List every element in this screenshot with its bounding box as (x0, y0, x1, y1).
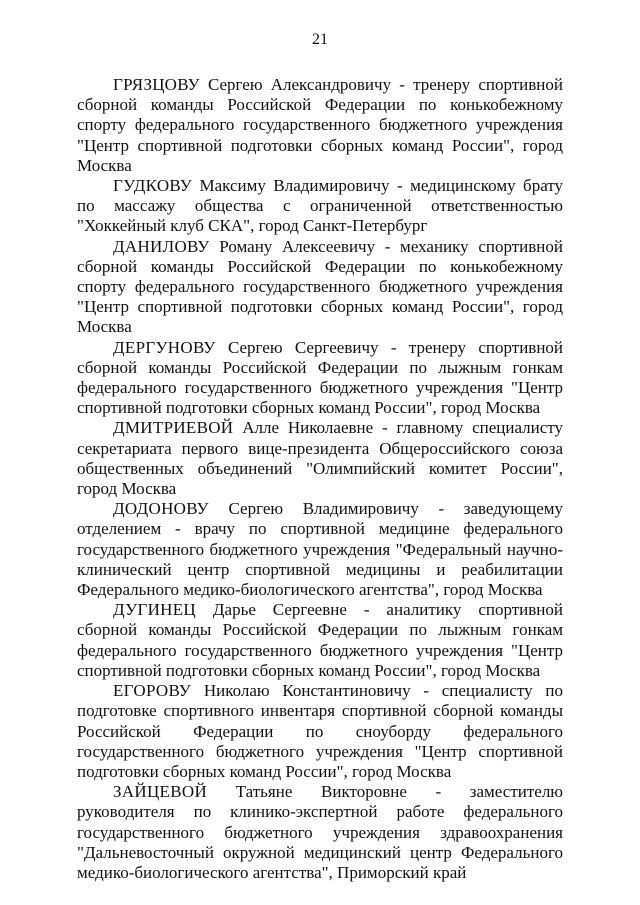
entry-surname: ГУДКОВУ (113, 176, 193, 196)
list-item (77, 782, 563, 883)
entry-text: Сергею Сергеевичу - тренеру спортивной сборной команды Российской Федерации по лыжным гонкам федерального государственного бюджетного учреждения "Центр спортивной подготовки сборных команд России", город Москва (77, 337, 564, 418)
entry-surname: ДЕРГУНОВУ (113, 337, 216, 357)
list-item (77, 681, 563, 782)
entry-surname: ГРЯЗЦОВУ (113, 75, 200, 94)
page-number: 21 (312, 31, 328, 48)
entry-surname: ДОДОНОВУ (113, 499, 209, 519)
entry-text: Сергею Александровичу - тренеру спортивной сборной команды Российской Федерации по конькобежному спорту федерального государственного бюджетного учреждения "Центр спортивной подготовки сборных команд России", город Москва (77, 75, 563, 175)
entry-text: Роману Алексеевичу - механику спортивной сборной команды Российской Федерации по конькобежному спорту федерального государственного бюджетного учреждения "Центр спортивной подготовки сборных команд России", город Москва (77, 236, 563, 337)
entry-text: Сергею Владимировичу - заведующему отделением - врачу по спортивной медицине федерального государственного бюджетного учреждения "Федеральный научно-клинический центр спортивной медицины и реабилитации Федерального медико-биологического агентства", город Москва (77, 499, 563, 600)
entry-surname: ДАНИЛОВУ (113, 236, 210, 256)
entry-surname: ДУГИНЕЦ (113, 600, 196, 620)
entry-text: Николаю Константиновичу - специалисту по подготовке спортивного инвентаря спортивной сборной команды Российской Федерации по сноуборду федерального государственного бюджетного учреждения "Центр спортивной подготовки сборных команд России", город Москва (77, 681, 563, 781)
list-item (77, 600, 563, 681)
entry-text: Максиму Владимировичу - медицинскому брату по массажу общества с ограниченной ответственностью "Хоккейный клуб СКА", город Санкт-Петербург (77, 176, 563, 236)
list-item (77, 418, 563, 499)
entry-text: Алле Николаевне - главному специалисту секретариата первого вице-президента Общероссийского союза общественных объединений "Олимпийский комитет России", город Москва (77, 418, 563, 499)
entry-text: Дарье Сергеевне - аналитику спортивной сборной команды Российской Федерации по лыжным гонкам федерального государственного бюджетного учреждения "Центр спортивной подготовки сборных команд России", город Москва (77, 600, 563, 680)
award-list (77, 75, 563, 883)
entry-surname: ДМИТРИЕВОЙ (113, 418, 234, 438)
list-item (77, 75, 563, 176)
entry-surname: ЕГОРОВУ (113, 681, 192, 701)
entry-surname: ЗАЙЦЕВОЙ (113, 782, 208, 802)
list-item (77, 176, 563, 237)
list-item (77, 237, 563, 338)
entry-text: Татьяне Викторовне - заместителю руководителя по клинико-экспертной работе федерального государственного бюджетного учреждения здравоохранения "Дальневосточный окружной медицинский центр Федерального медико-биологического агентства", Приморский край (77, 782, 564, 882)
list-item (77, 338, 563, 419)
list-item (77, 499, 563, 600)
